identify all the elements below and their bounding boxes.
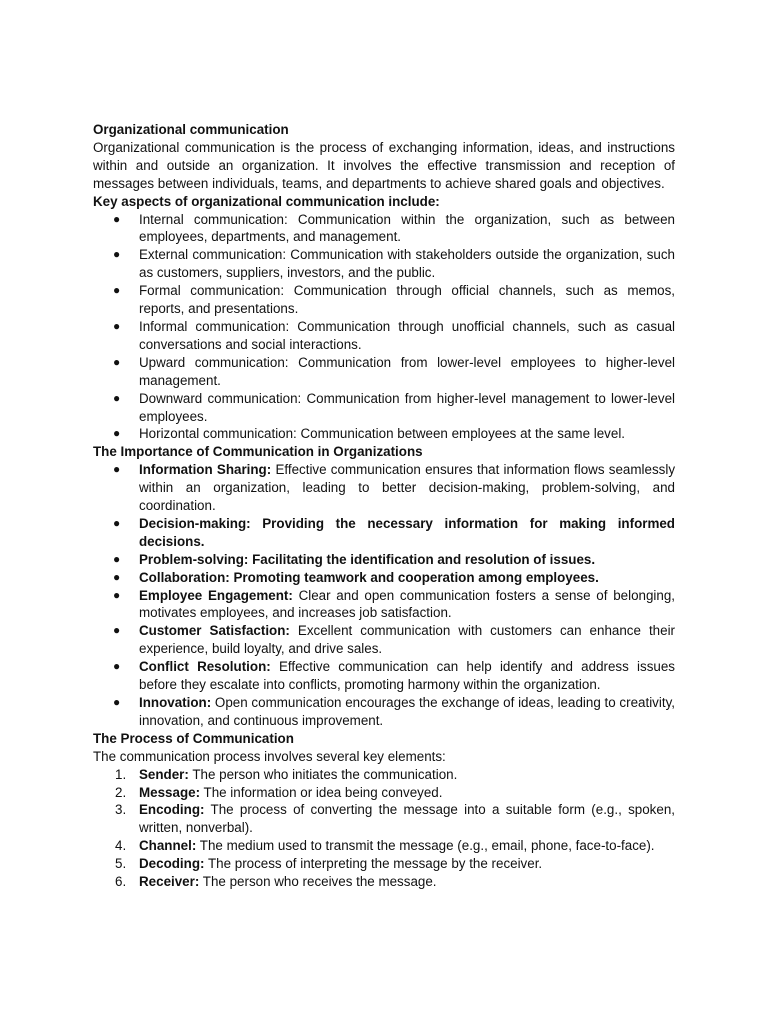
item-term: Decoding: (139, 856, 205, 872)
list-item (93, 855, 675, 873)
item-term: Message: (139, 784, 201, 800)
bullet-icon: ● (113, 515, 121, 530)
list-item (93, 837, 675, 855)
item-text: Excellent communication with customers can enhance their experience, build loyalty, and drive sales. (139, 623, 676, 657)
list-item: ● Upward communication: Communication from lower-level employees to higher-level management. (113, 354, 675, 388)
item-number: 3. (115, 802, 127, 818)
list-item (93, 801, 675, 837)
item-term: Encoding: (139, 802, 205, 818)
item-text: Effective communication can help identify and address issues before they escalate into conflicts, promoting harmony within the organization. (139, 659, 675, 693)
bullet-icon: ● (113, 354, 121, 369)
item-term: Employee Engagement: (139, 587, 293, 603)
list-item (93, 766, 675, 784)
bullet-icon: ● (113, 318, 121, 333)
bullet-icon: ● (113, 211, 121, 226)
bullet-icon: ● (113, 283, 121, 298)
item-number: 1. (115, 766, 127, 782)
aspects-heading: Key aspects of organizational communication include: (93, 193, 440, 209)
item-number: 4. (115, 838, 127, 854)
bullet-icon: ● (113, 659, 121, 674)
list-item (93, 694, 675, 730)
importance-list (93, 461, 675, 730)
item-term: Innovation: (139, 695, 212, 710)
list-item: ● Formal communication: Communication through official channels, such as memos, reports, and presentations. (113, 283, 675, 317)
bullet-icon: ● (113, 569, 121, 584)
aspects-list (93, 211, 675, 444)
bullet-icon: ● (113, 623, 121, 638)
list-item: ● Horizontal communication: Communication between employees at the same level. (113, 426, 626, 442)
item-term: Sender: (139, 766, 189, 782)
list-item (93, 587, 675, 623)
list-item (93, 622, 675, 658)
item-term: Customer Satisfaction: (139, 623, 290, 639)
bullet-icon: ● (113, 247, 121, 262)
item-term: Receiver: (139, 874, 200, 890)
item-text: Providing the necessary information for making informed decisions. (139, 515, 675, 549)
item-number: 5. (115, 856, 127, 872)
bullet-icon: ● (113, 695, 121, 709)
item-term: Information Sharing: (139, 462, 272, 478)
importance-heading: The Importance of Communication in Organizations (93, 444, 423, 460)
item-text: Open communication encourages the exchange of ideas, leading to creativity, innovation, and continuous improvement. (139, 695, 675, 728)
item-text: The process of interpreting the message by the receiver. (204, 856, 543, 872)
document-body (93, 121, 675, 891)
item-term: Conflict Resolution: (139, 659, 271, 675)
list-item (93, 461, 675, 515)
item-term: Channel: (139, 838, 197, 854)
list-item (93, 873, 675, 891)
list-item: ● Internal communication: Communication within the organization, such as between employees, departments, and management. (113, 211, 675, 245)
process-list (93, 766, 675, 891)
item-term: Decision-making: (139, 515, 251, 531)
bullet-icon: ● (113, 587, 121, 602)
item-text: Promoting teamwork and cooperation among employees. (229, 569, 599, 585)
bullet-icon: ● (113, 462, 121, 477)
list-item (93, 569, 675, 587)
item-number: 6. (115, 874, 127, 890)
list-item (93, 784, 675, 802)
list-item (93, 551, 675, 569)
document-title: Organizational communication (93, 122, 289, 137)
list-item (93, 515, 675, 551)
item-text: Effective communication ensures that information flows seamlessly within an organization, leading to better decision-making, problem-solving, and coordination. (139, 462, 676, 514)
item-text: Clear and open communication fosters a sense of belonging, motivates employees, and increases job satisfaction. (139, 587, 676, 621)
item-text: The person who receives the message. (199, 874, 437, 890)
item-number: 2. (115, 784, 127, 800)
item-term: Problem-solving: (139, 551, 249, 567)
item-text: Facilitating the identification and resolution of issues. (248, 551, 596, 567)
item-text: The person who initiates the communication. (188, 766, 458, 782)
bullet-icon: ● (113, 390, 121, 405)
list-item: ● External communication: Communication with stakeholders outside the organization, such as customers, suppliers, investors, and the public. (113, 247, 675, 281)
intro-paragraph: Organizational communication is the process of exchanging information, ideas, and instructions within and outside an organization. It involves the effective transmission and reception of messages between individuals, teams, and departments to achieve shared goals and objectives. (93, 139, 675, 191)
list-item: ● Informal communication: Communication through unofficial channels, such as casual conversations and social interactions. (113, 318, 675, 352)
item-term: Collaboration: (139, 569, 230, 585)
item-text: The information or idea being conveyed. (200, 784, 443, 800)
item-text: The medium used to transmit the message (e.g., email, phone, face-to-face). (196, 838, 655, 854)
list-item: ● Downward communication: Communication from higher-level management to lower-level employees. (113, 390, 675, 424)
process-heading: The Process of Communication (93, 730, 294, 746)
item-text: The process of converting the message into a suitable form (e.g., spoken, written, nonverbal). (139, 802, 675, 836)
process-intro: The communication process involves several key elements: (93, 748, 446, 764)
list-item (93, 658, 675, 694)
bullet-icon: ● (113, 551, 121, 566)
bullet-icon: ● (113, 426, 121, 441)
